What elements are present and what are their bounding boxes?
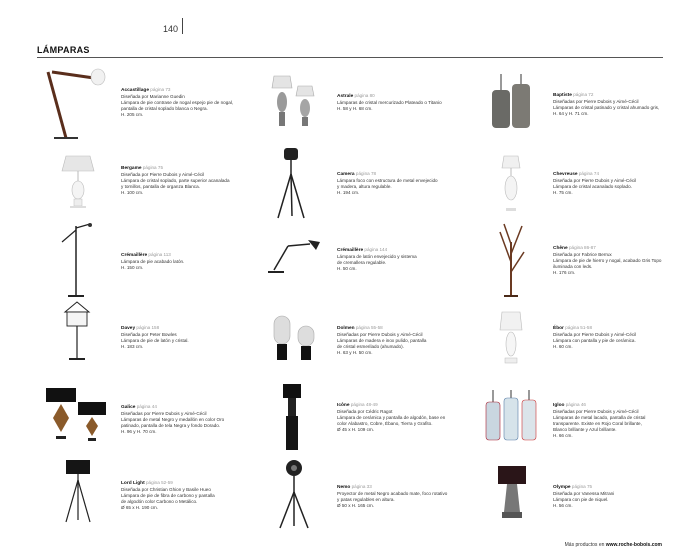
section-rule [37,57,663,58]
nemo-line: Proyector de metal Negro acabado mate, foco rotativo [337,491,448,496]
davey-line: Lámpara de pie de latón y cristal. [121,338,189,343]
nemo-line: Ø 50 x H. 165 cm. [337,503,375,508]
igloo-line: transparente. Existe en Rojo Coral brillante, [553,421,642,426]
chevreuse-name: Chevreuse [553,172,578,177]
bergame-line: y tornillos, pantalla de organza Blanca. [121,184,200,189]
icone-name: Icône [337,403,350,408]
baptiste-line: H. 64 y H. 71 cm. [553,111,589,116]
bergame-line: Diseñada por Pierre Dubois y Aimé-Cécil [121,172,205,177]
cremaillere-2-ref: página 144 [364,247,388,252]
icone-line: Diseñada por Cédric Ragot [337,409,393,414]
camera-lamp-image [274,146,310,220]
astrale-ref: página 80 [354,93,375,98]
olympe-line: H. 56 cm. [553,503,573,508]
footer-url-link[interactable]: www.roche-bobois.com [605,542,662,548]
igloo-ref: página 46 [565,402,586,407]
accastillage-lamp-image [44,64,108,140]
section-title: LÁMPARAS [37,45,90,55]
chevreuse-ref: página 74 [578,171,599,176]
camera-line: Lámpara foco con estructura de metal envejecido [337,178,438,183]
baptiste-line: Lámparas de cristal patinado y cristal ahumado gris, [553,105,660,110]
igloo-line: Lámparas de metal lacado, pantalla de cristal [553,415,646,420]
icone-ref: página 48-49 [350,402,378,407]
igloo-description [553,402,658,439]
davey-line: Diseñada por Peter Bowles [121,332,177,337]
ebor-lamp-image [496,310,526,366]
igloo-lamps-image [484,388,538,444]
chene-line: iluminada con leds. [553,264,593,269]
cremaillere-2-line: H. 50 cm. [337,266,357,271]
davey-line: H. 183 cm. [121,344,144,349]
accastillage-description [121,87,234,118]
baptiste-lamps-image [488,72,534,132]
cremaillere-2-line: de cremallera regulable. [337,260,387,265]
footer-prefix: Más productos en [564,542,605,548]
dolmen-name: Dolmen [337,326,355,331]
chevreuse-description [553,171,658,196]
camera-line: y madera, altura regulable. [337,184,392,189]
baptiste-ref: página 72 [573,92,594,97]
bergame-line: Lámpara de cristal soplado, parte superior acanalada [121,178,230,183]
lord-light-line: Diseñada por Christian Ghion y Basile Hueo [121,487,211,492]
lord-light-line: Lámpara de pie de fibra de carbono y pantalla [121,493,215,498]
igloo-name: Igloo [553,403,565,408]
chene-description [553,245,662,276]
cremaillere-name: Crémaillère [121,253,148,258]
cremaillere-ref: página 113 [148,252,171,257]
cremaillere-desk-lamp-image [266,234,322,276]
camera-description [337,171,442,196]
galice-description [121,404,226,435]
cremaillere-floor-lamp-image [60,222,94,298]
icone-description [337,402,446,433]
olympe-name: Olympe [553,485,571,490]
footer [565,542,662,548]
davey-description [121,325,226,350]
lord-light-description [121,480,226,511]
lord-light-lamp-image [60,458,96,524]
chevreuse-lamp-image [498,154,524,214]
galice-line: H. 96 y H. 70 cm. [121,429,157,434]
galice-lamps-image [44,386,108,446]
olympe-line: Lámpara con pie de niquel. [553,497,609,502]
nemo-line: y patas regulables en altura. [337,497,395,502]
chene-line: Lámpara de pie de hierro y nogal, acabado Gris Topo [553,258,662,263]
igloo-line: Diseñadas por Pierre Dubois y Aimé-Cécil [553,409,639,414]
olympe-lamp-image [494,464,530,522]
dolmen-line: Diseñadas por Pierre Dubois y Aimé-Cécil [337,332,423,337]
bergame-line: H. 100 cm. [121,190,144,195]
chevreuse-line: Lámpara de cristal acanalado soplado. [553,184,632,189]
bergame-description [121,165,230,196]
galice-line: Lámparas de metal Negro y medallón en color Oro [121,417,225,422]
ebor-description [553,325,658,350]
chene-line: Diseñada por Fabrice Berrux [553,252,612,257]
astrale-name: Astrale [337,94,354,99]
cremaillere-description [121,252,226,271]
nemo-description [337,484,448,509]
astrale-lamps-image [268,74,318,130]
bergame-name: Bergame [121,166,142,171]
accastillage-line: Diseñada por Marianne Guedin [121,94,185,99]
accastillage-line: Lámpara de pie contrase de nogal espejo pie de nogal, [121,100,234,105]
bergame-ref: página 75 [142,165,163,170]
dolmen-line: Lámparas de madera e inox pulido, pantalla [337,338,427,343]
chevreuse-line: H. 75 cm. [553,190,573,195]
icone-line: Lámpara de cerámica y pantalla de algodón, base en [337,415,446,420]
lord-light-line: Ø 65 x H. 190 cm. [121,505,159,510]
galice-name: Galice [121,405,136,410]
chevreuse-line: Diseñada por Pierre Dubois y Aimé-Cécil [553,178,637,183]
camera-line: H. 194 cm. [337,190,360,195]
ebor-line: Lámpara con pantalla y pie de cerámica. [553,338,636,343]
baptiste-description [553,92,658,117]
dolmen-ref: página 55-58 [355,325,383,330]
olympe-line: Diseñada por Vanessa Mitrani [553,491,615,496]
cremaillere-2-name: Crémaillère [337,248,364,253]
ebor-name: Ébor [553,326,564,331]
astrale-line: H. 58 y H. 68 cm. [337,106,373,111]
dolmen-lamps-image [272,312,318,364]
galice-line: patinado, pantalla de tela Negra y fondo Dorado. [121,423,221,428]
dolmen-line: H. 63 y H. 50 cm. [337,350,373,355]
chene-lamp-image [494,222,528,298]
nemo-name: Nemo [337,485,351,490]
davey-lamp-image [62,300,92,362]
nemo-ref: página 33 [351,484,372,489]
chene-name: Chêne [553,246,568,251]
ebor-ref: página 51-58 [565,325,593,330]
davey-ref: página 158 [136,325,160,330]
dolmen-description [337,325,442,356]
nemo-lamp-image [276,458,312,530]
cremaillere-line: Lámpara de pie acabado latón. [121,259,185,264]
page-number: 140 [163,24,179,34]
baptiste-name: Baptiste [553,93,572,98]
igloo-line: H. 66 cm. [553,433,573,438]
camera-name: Camera [337,172,355,177]
cremaillere-2-line: Lámpara de latón envejecido y sistema [337,254,417,259]
accastillage-name: Accastillage [121,88,149,93]
accastillage-line: H. 205 cm. [121,112,144,117]
chene-ref: página 86-87 [568,245,596,250]
galice-ref: página 44 [136,404,157,409]
davey-name: Davey [121,326,136,331]
chene-line: H. 176 cm. [553,270,576,275]
icone-line: color Alabastro, Cobre, Ébano, Tierra y Grafito. [337,421,433,426]
ebor-line: Diseñada por Pierre Dubois y Aimé-Cécil [553,332,637,337]
cremaillere-2-description [337,247,442,272]
accastillage-ref: página 73 [150,87,171,92]
lord-light-ref: página 52-59 [146,480,173,485]
dolmen-line: de cristal esmerilado (ahumado). [337,344,404,349]
cremaillere-line: H. 150 cm. [121,265,144,270]
icone-line: Ø 45 x H. 109 cm. [337,427,375,432]
olympe-ref: página 75 [571,484,593,489]
igloo-line: Blanco brillante y Azul brillante. [553,427,617,432]
astrale-line: Lámparas de cristal mercurizado Plateado o Titanio [337,100,442,105]
galice-line: Diseñadas por Pierre Dubois y Aimé-Cécil [121,411,207,416]
baptiste-line: Diseñadas por Pierre Dubois y Aimé-Cécil [553,99,639,104]
camera-ref: página 78 [355,171,377,176]
icone-lamp-image [280,382,304,452]
header-divider [182,18,183,34]
astrale-description [337,93,442,112]
lord-light-line: de algodón color Carbono o Metálico. [121,499,198,504]
ebor-line: H. 60 cm. [553,344,573,349]
accastillage-line: pantalla de cristal soplado blanca o Negra. [121,106,208,111]
bergame-lamp-image [58,154,98,210]
olympe-description [553,484,658,509]
lord-light-name: Lord Light [121,481,145,486]
